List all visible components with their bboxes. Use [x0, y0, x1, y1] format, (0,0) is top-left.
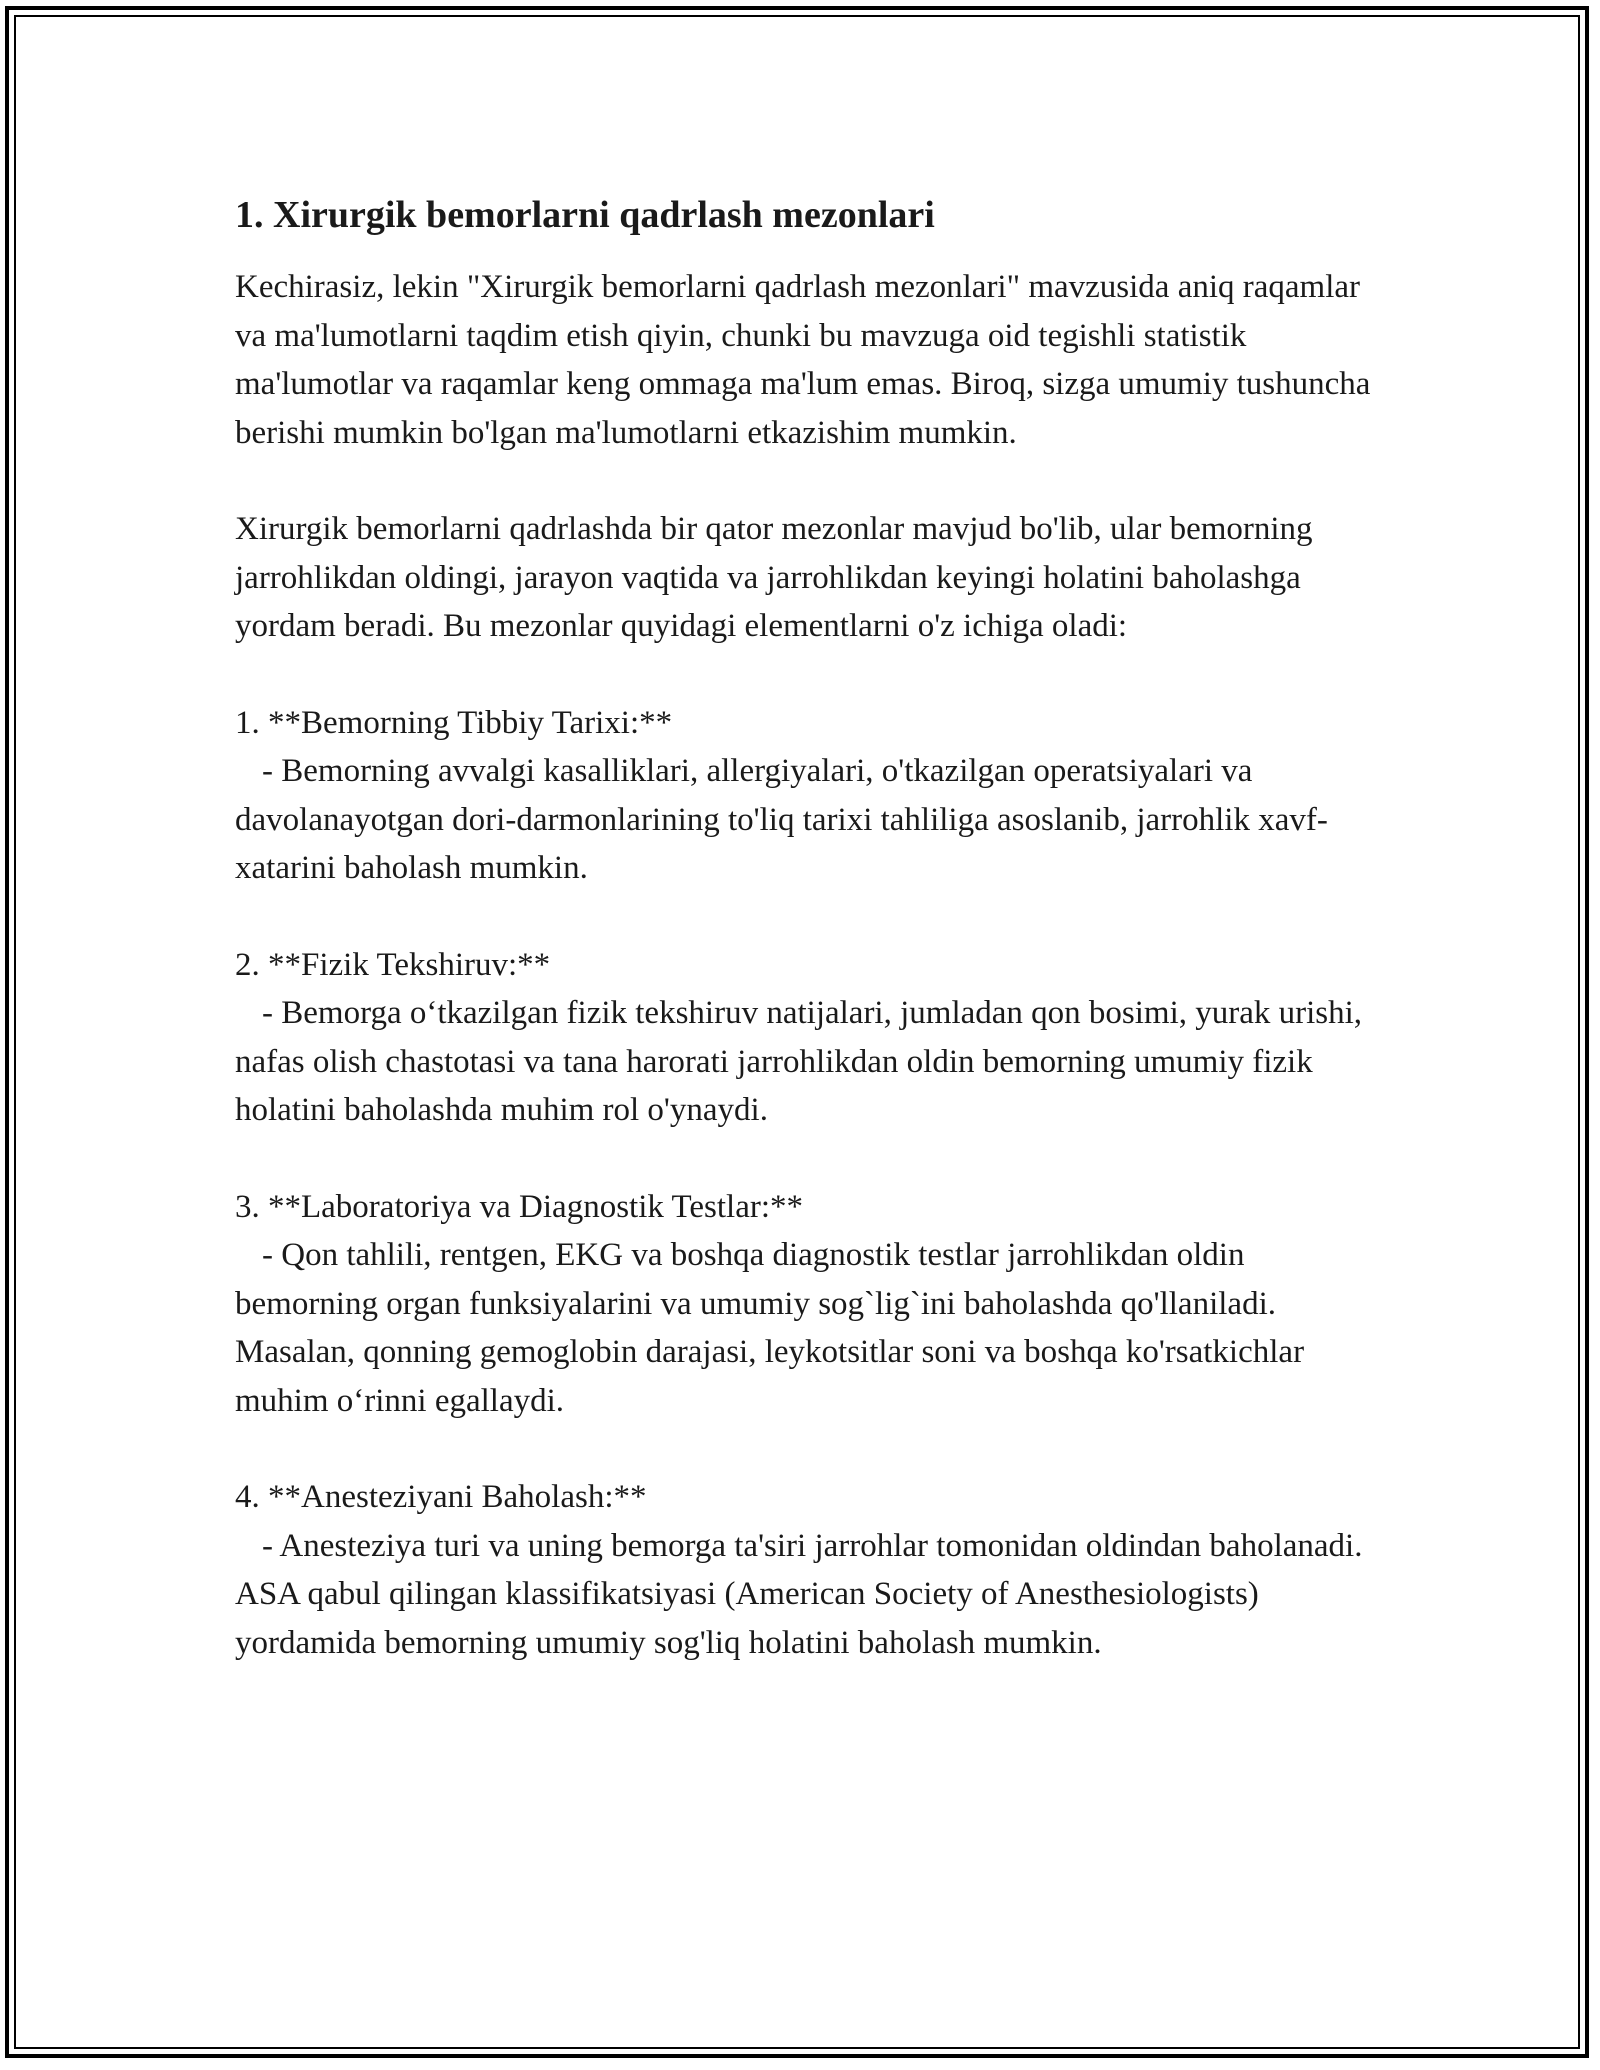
list-item-body: - Bemorning avvalgi kasalliklari, allergiyalari, o'tkazilgan operatsiyalari va davolanayotgan dori-darmonlarining to'liq tarixi tahliliga asoslanib, jarrohlik xavf-xatarini baholash mumkin.	[235, 753, 1328, 886]
criteria-paragraph: Xirurgik bemorlarni qadrlashda bir qator mezonlar mavjud bo'lib, ular bemorning jarrohlikdan oldingi, jarayon vaqtida va jarrohlikdan keyingi holatini baholashga yordam beradi. Bu mezonlar quyidagi elementlarni o'z ichiga oladi:	[235, 511, 1321, 644]
list-item-body: - Anesteziya turi va uning bemorga ta'siri jarrohlar tomonidan oldindan baholanadi. ASA qabul qilingan klassifikatsiyasi (American Society of Anesthesiologists) yordamida bemorning umumiy sog'liq holatini baholash mumkin.	[235, 1527, 1363, 1661]
list-item-body: - Qon tahlili, rentgen, EKG va boshqa diagnostik testlar jarrohlikdan oldin bemorning organ funksiyalarini va umumiy sog`lig`ini baholashda qo'llaniladi. Masalan, qonning gemoglobin darajasi, leykotsitlar soni va boshqa ko'rsatkichlar muhim o‘rinni egallaydi.	[235, 1237, 1305, 1419]
list-item-body: - Bemorga o‘tkazilgan fizik tekshiruv natijalari, jumladan qon bosimi, yurak urishi, nafas olish chastotasi va tana harorati jarrohlikdan oldin bemorning umumiy fizik holatini baholashda muhim rol o'ynaydi.	[235, 995, 1363, 1128]
list-item	[235, 1183, 1385, 1426]
document-title: 1. Xirurgik bemorlarni qadrlash mezonlari	[235, 194, 935, 236]
list-item-heading: 2. **Fizik Tekshiruv:**	[235, 946, 551, 983]
list-item-heading: 4. **Anesteziyani Baholash:**	[235, 1479, 647, 1515]
list-item-heading: 3. **Laboratoriya va Diagnostik Testlar:**	[235, 1188, 804, 1225]
list-item-heading: 1. **Bemorning Tibbiy Tarixi:**	[235, 704, 673, 741]
list-item	[235, 1473, 1385, 1667]
intro-paragraph: Kechirasiz, lekin "Xirurgik bemorlarni qadrlash mezonlari" mavzusida aniq raqamlar va ma'lumotlarni taqdim etish qiyin, chunki bu mavzuga oid tegishli statistik ma'lumotlar va raqamlar keng ommaga ma'lum emas. Biroq, sizga umumiy tushuncha berishi mumkin bo'lgan ma'lumotlarni etkazishim mumkin.	[235, 269, 1379, 451]
document-body	[235, 185, 1385, 1715]
list-item	[235, 699, 1385, 893]
list-item	[235, 941, 1385, 1135]
